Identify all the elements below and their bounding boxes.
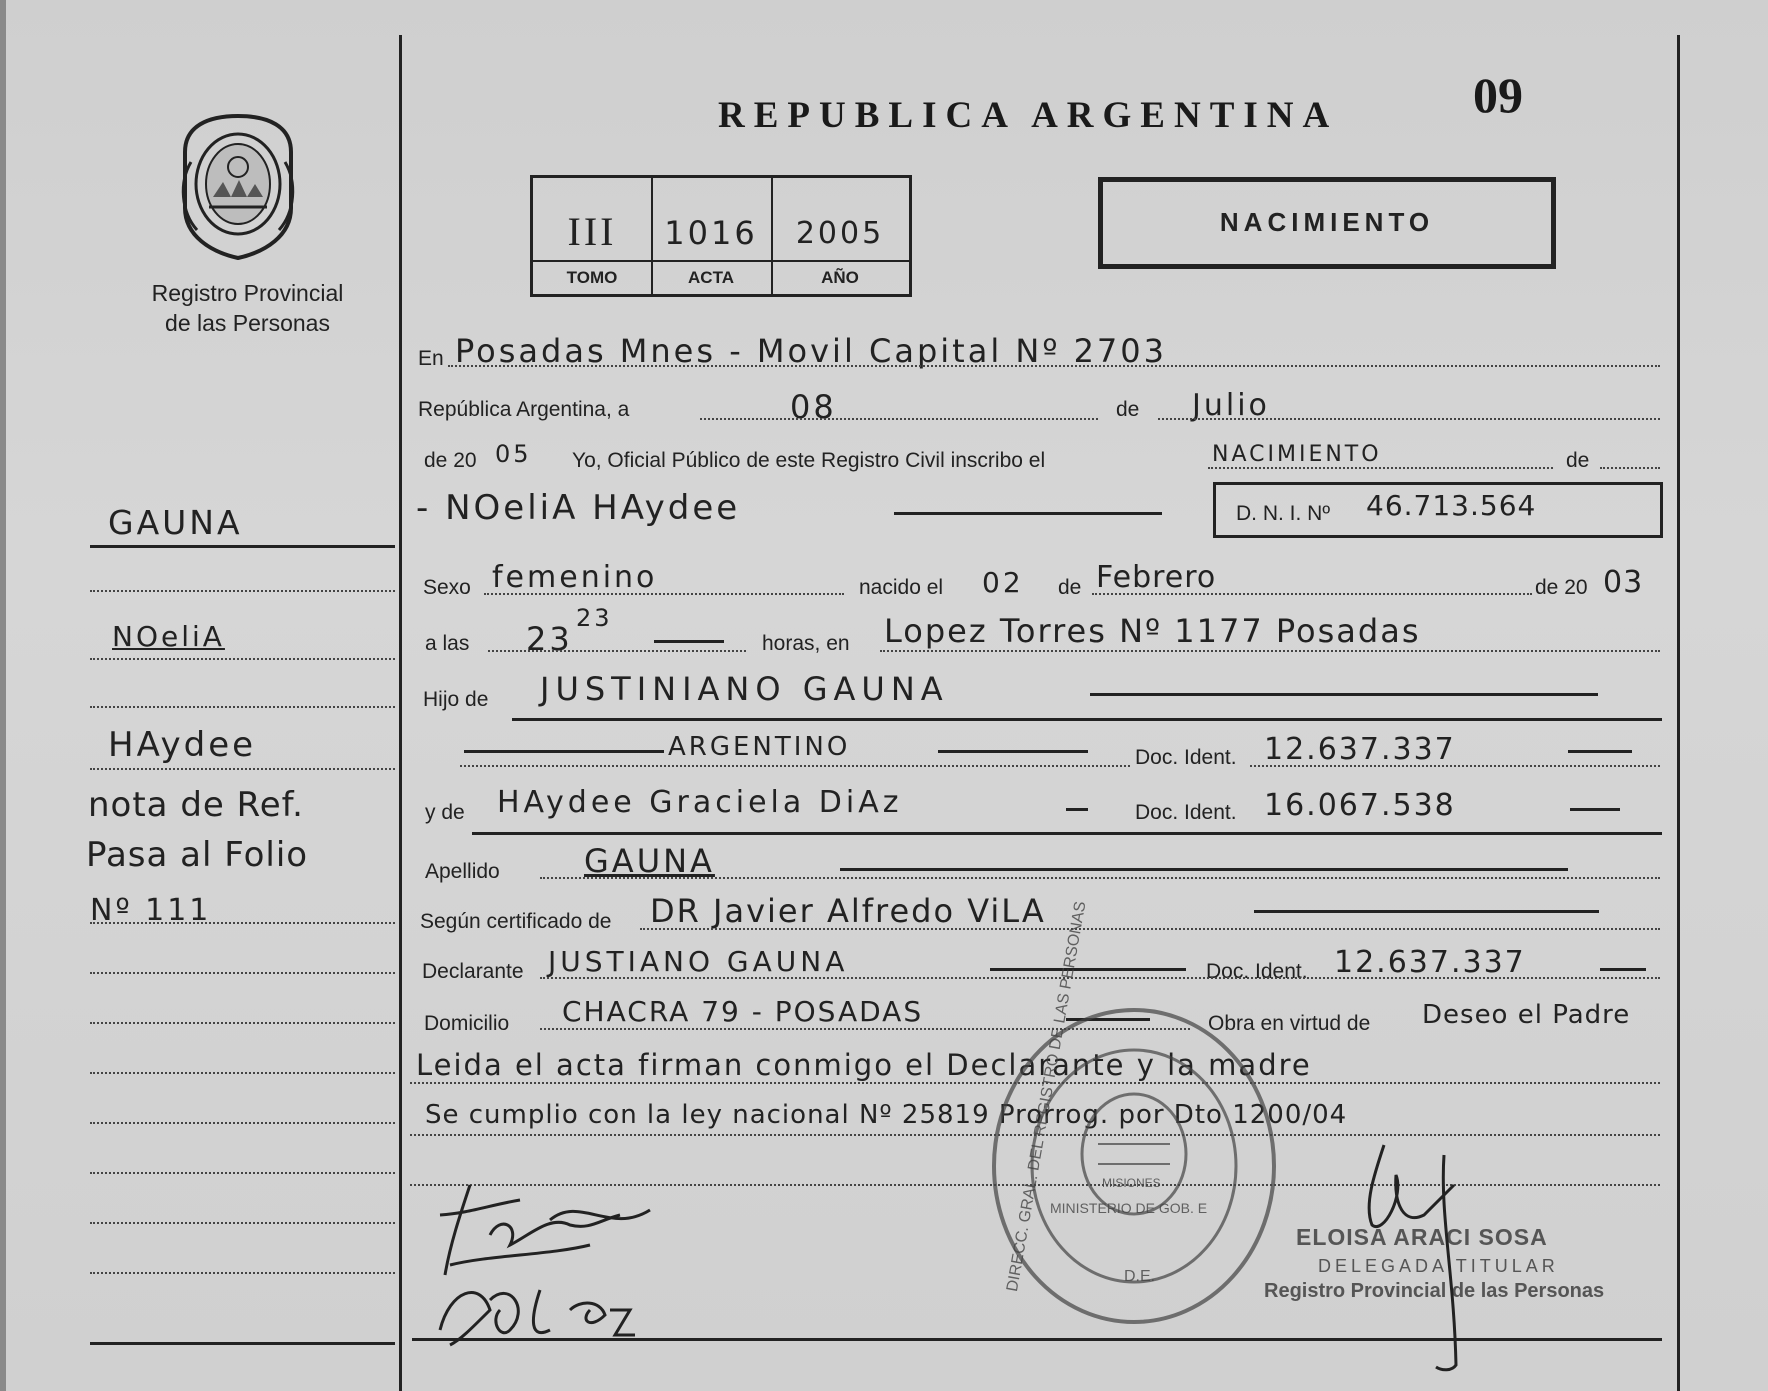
- y-de-label: y de: [425, 801, 465, 824]
- doctor-dash: [1254, 910, 1599, 913]
- provincial-seal-icon: [173, 112, 303, 260]
- official-name: ELOISA ARACI SOSA: [1296, 1224, 1548, 1250]
- left-column-divider: [399, 35, 402, 1391]
- dotted-line: [448, 365, 1660, 367]
- mother-underline: [472, 832, 1662, 835]
- official-org: Registro Provincial de las Personas: [1264, 1280, 1605, 1302]
- note-line-2: Se cumplio con la ley nacional Nº 25819 Prorrog. por Dto 1200/04: [425, 1100, 1348, 1130]
- dotted-line: [1208, 467, 1553, 469]
- doc-label: Doc. Ident.: [1135, 746, 1237, 769]
- note-line-1: Leida el acta firman conmigo el Declarante y la madre: [416, 1048, 1312, 1082]
- margin-dotted-line: [90, 706, 395, 708]
- nacido-label: nacido el: [859, 576, 944, 599]
- certificado-label: Según certificado de: [420, 910, 612, 933]
- apellido-label: Apellido: [425, 860, 500, 883]
- certificate-type: NACIMIENTO: [1219, 207, 1435, 237]
- margin-dotted-line: [90, 1222, 395, 1224]
- registry-name-line2: de las Personas: [165, 310, 330, 336]
- stamp-bottom-text: D.E.: [1124, 1268, 1156, 1285]
- birth-year-prefix: de 20: [1535, 576, 1588, 599]
- dotted-line: [540, 877, 1660, 879]
- birth-month: Febrero: [1096, 560, 1217, 595]
- registration-year: 05: [495, 440, 532, 468]
- official-title: DELEGADA TITULAR: [1318, 1256, 1559, 1276]
- place-of-registration: Posadas Mnes - Movil Capital Nº 2703: [455, 332, 1167, 370]
- registration-day: 08: [790, 388, 837, 426]
- certificate-type-box: [1098, 177, 1556, 269]
- dotted-line: [1092, 593, 1532, 595]
- declarante-doc-dash: [1600, 968, 1646, 971]
- declarante-name: JUSTIANO GAUNA: [548, 945, 849, 978]
- obra-label: Obra en virtud de: [1208, 1012, 1371, 1035]
- registration-month: Julio: [1192, 388, 1270, 423]
- stamp-ring-text: DIRECC. GRAL. DEL REGISTRO DE LAS PERSONAS: [1004, 900, 1090, 1293]
- hour-dash: [654, 640, 724, 643]
- stamp-seal-text: MISIONES: [1102, 1176, 1161, 1190]
- doc-label-2: Doc. Ident.: [1135, 801, 1237, 824]
- left-edge-strip: [0, 0, 6, 1391]
- table-row-divider: [533, 260, 909, 262]
- margin-dotted-line: [90, 658, 395, 660]
- surname-value: GAUNA: [584, 842, 715, 880]
- declarante-doc: 12.637.337: [1334, 945, 1526, 980]
- margin-dotted-line: [90, 1172, 395, 1174]
- sexo-label: Sexo: [423, 576, 471, 599]
- event-type: NACIMIENTO: [1212, 442, 1382, 467]
- dni-value: 46.713.564: [1366, 489, 1537, 522]
- margin-note-line1: nota de Ref.: [88, 785, 304, 825]
- nationality-dash: [938, 750, 1088, 753]
- dni-box: [1213, 482, 1663, 538]
- mother-name: HAydee Graciela DiAz: [497, 785, 903, 820]
- de-label: de: [1116, 398, 1140, 421]
- oficial-text: Yo, Oficial Público de este Registro Civil inscribo el: [572, 449, 1046, 472]
- margin-name1: NOeliA: [112, 620, 225, 653]
- birth-year: 03: [1603, 565, 1644, 600]
- domicilio-label: Domicilio: [424, 1012, 510, 1035]
- dotted-line: [880, 650, 1660, 652]
- anio-label: AÑO: [821, 268, 859, 287]
- bottom-line: [412, 1338, 1662, 1341]
- acta-value: 1016: [664, 214, 758, 252]
- margin-line: [90, 1342, 395, 1345]
- father-name-dash: [1090, 693, 1598, 696]
- domicilio-value: CHACRA 79 - POSADAS: [562, 995, 924, 1028]
- mother-doc-dash: [1570, 808, 1620, 811]
- dotted-line: [460, 765, 1130, 767]
- margin-line: [90, 545, 395, 548]
- margin-name2: HAydee: [108, 725, 257, 765]
- registry-name-line1: Registro Provincial: [151, 280, 344, 306]
- margin-surname: GAUNA: [108, 503, 243, 542]
- country-title: REPUBLICA ARGENTINA: [718, 95, 1339, 136]
- margin-dotted-line: [90, 1022, 395, 1024]
- mother-doc: 16.067.538: [1264, 788, 1456, 823]
- doc-label-3: Doc. Ident.: [1206, 960, 1308, 983]
- declarante-dash: [990, 968, 1186, 971]
- margin-dotted-line: [90, 768, 395, 770]
- margin-dotted-line: [90, 922, 395, 924]
- horas-label: horas, en: [762, 632, 850, 655]
- margin-dotted-line: [90, 1122, 395, 1124]
- doctor-name: DR Javier Alfredo ViLA: [650, 892, 1046, 930]
- sex-value: femenino: [492, 560, 658, 595]
- nationality-dash: [464, 750, 664, 753]
- father-underline: [512, 718, 1662, 721]
- margin-note-line3: Nº 111: [90, 893, 212, 928]
- surname-dash: [840, 868, 1568, 871]
- father-doc: 12.637.337: [1264, 732, 1456, 767]
- hijo-label: Hijo de: [423, 688, 489, 711]
- folio-number: 09: [1473, 67, 1523, 123]
- birth-minute: 23: [576, 604, 613, 632]
- dni-label: D. N. I. Nº: [1236, 502, 1331, 525]
- name-underline: [894, 512, 1162, 515]
- dotted-line: [1600, 467, 1660, 469]
- birth-day: 02: [982, 566, 1024, 599]
- en-label: En: [418, 347, 444, 370]
- de-label-2: de: [1566, 449, 1590, 472]
- tomo-value: III: [567, 209, 617, 254]
- year-prefix: de 20: [424, 449, 477, 472]
- dotted-line: [640, 928, 1660, 930]
- father-nationality: ARGENTINO: [668, 732, 851, 762]
- mother-dash: [1066, 808, 1088, 811]
- de-label-3: de: [1058, 576, 1082, 599]
- stamp-inner-text: MINISTERIO DE GOB. E: [1050, 1200, 1208, 1216]
- right-border: [1677, 35, 1680, 1391]
- margin-dotted-line: [90, 1072, 395, 1074]
- doc-dash: [1568, 750, 1632, 753]
- anio-value: 2005: [795, 216, 885, 251]
- dotted-line: [540, 977, 1660, 979]
- dotted-line: [484, 593, 844, 595]
- birth-hour: 23: [526, 620, 573, 658]
- margin-note-line2: Pasa al Folio: [86, 835, 309, 875]
- father-name: JUSTINIANO GAUNA: [540, 670, 949, 708]
- birth-place: Lopez Torres Nº 1177 Posadas: [884, 612, 1421, 650]
- margin-dotted-line: [90, 590, 395, 592]
- republica-label: República Argentina, a: [418, 398, 630, 421]
- child-first-names: - NOeliA HAydee: [416, 488, 741, 528]
- signature-mother-text: [538, 1292, 560, 1293]
- record-number-table: [530, 175, 912, 297]
- obra-value: Deseo el Padre: [1422, 1000, 1631, 1030]
- alas-label: a las: [425, 632, 470, 655]
- declarante-label: Declarante: [422, 960, 524, 983]
- dotted-line: [1250, 765, 1660, 767]
- margin-dotted-line: [90, 1272, 395, 1274]
- signature-declarante: [430, 1175, 690, 1285]
- tomo-label: TOMO: [566, 268, 618, 287]
- margin-dotted-line: [90, 972, 395, 974]
- dotted-line: [700, 418, 1098, 420]
- acta-label: ACTA: [688, 268, 734, 287]
- dotted-line: [488, 650, 746, 652]
- dotted-line: [1158, 418, 1660, 420]
